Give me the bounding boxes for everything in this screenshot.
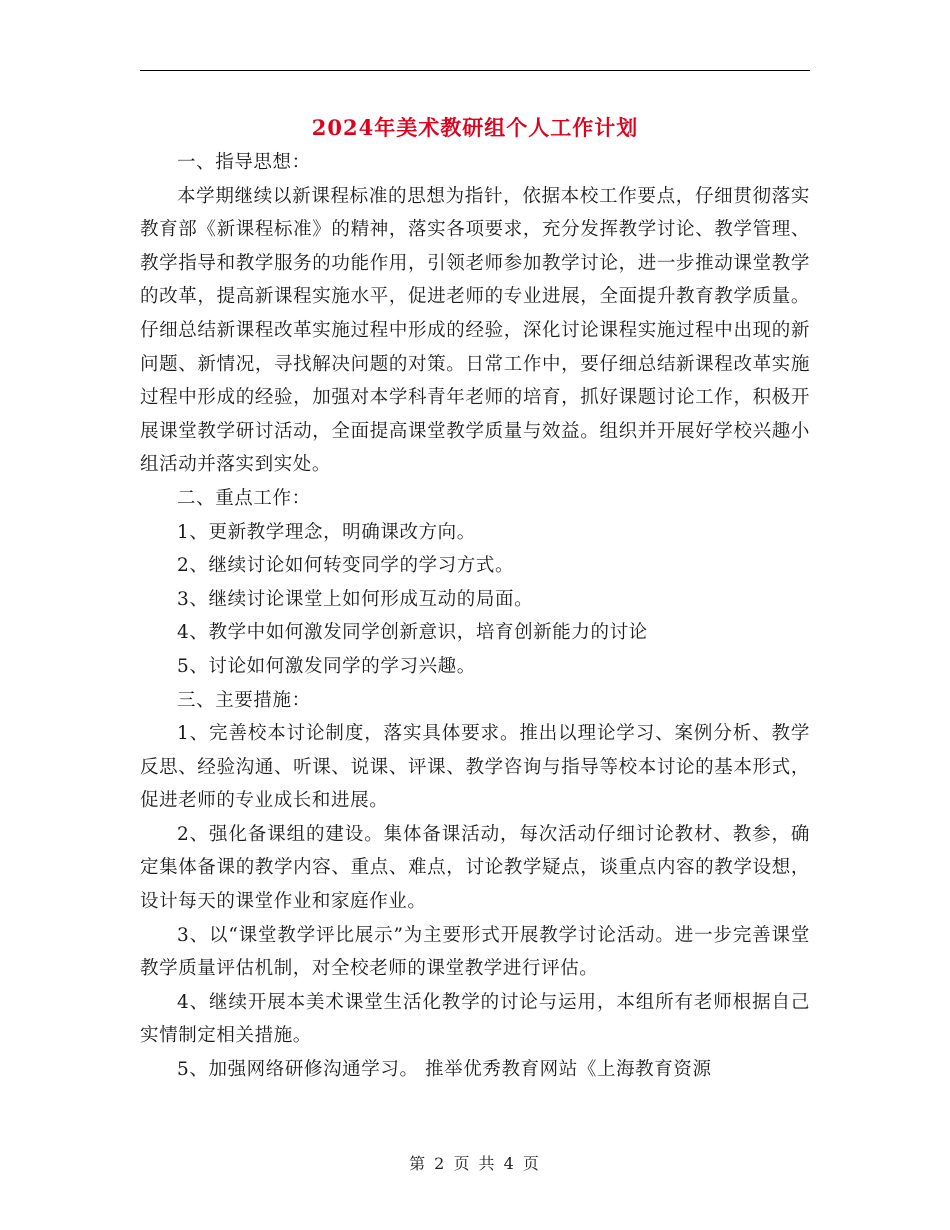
section-heading-main-measures: 三、主要措施： — [177, 689, 311, 711]
list-item-key-work-4: 4、教学中如何激发同学创新意识，培育创新能力的讨论 — [177, 622, 648, 644]
paragraph-guiding-thought: 本学期继续以新课程标准的思想为指针，依据本校工作要点，仔细贯彻落实教育部《新课程标准》的精神，落实各项要求，充分发挥教学讨论、教学管理、教学指导和教学服务的功能作用，引领老师参加教学讨论，进一步推动课堂教学的改革，提高新课程实施水平，促进老师的专业进展，全面提升教育教学质量。仔细总结新课程改革实施过程中形成的经验，深化讨论课程实施过程中出现的新问题、新情况，寻找解决问题的对策。日常工作中，要仔细总结新课程改革实施过程中形成的经验，加强对本学科青年老师的培育，抓好课题讨论工作，积极开展课堂教学研讨活动，全面提高课堂教学质量与效益。组织并开展好学校兴趣小组活动并落实到实处。 — [140, 185, 810, 476]
document-title: 2024年美术教研组个人工作计划 — [311, 115, 639, 140]
list-item-key-work-5: 5、讨论如何激发同学的学习兴趣。 — [177, 655, 476, 677]
list-item-measure-2: 2、强化备课组的建设。集体备课活动，每次活动仔细讨论教材、教参，确定集体备课的教学内容、重点、难点，讨论教学疑点，谈重点内容的教学设想，设计每天的课堂作业和家庭作业。 — [140, 823, 810, 913]
list-item-key-work-3: 3、继续讨论课堂上如何形成互动的局面。 — [177, 588, 534, 610]
section-heading-key-work: 二、重点工作： — [177, 487, 311, 509]
section-heading-guiding-thought: 一、指导思想： — [177, 152, 311, 173]
list-item-measure-1: 1、完善校本讨论制度，落实具体要求。推出以理论学习、案例分析、教学反思、经验沟通、听课、说课、评课、教学咨询与指导等校本讨论的基本形式，促进老师的专业成长和进展。 — [140, 723, 810, 812]
header-rule — [140, 70, 810, 71]
list-item-measure-4: 4、继续开展本美术课堂生活化教学的讨论与运用，本组所有老师根据自己实情制定相关措施。 — [140, 991, 810, 1047]
document-body — [140, 146, 810, 1087]
page-number-footer: 第 2 页 共 4 页 — [409, 1154, 541, 1173]
list-item-key-work-2: 2、继续讨论如何转变同学的学习方式。 — [177, 555, 515, 577]
list-item-measure-5: 5、加强网络研修沟通学习。 推举优秀教育网站《上海教育资源 — [177, 1059, 712, 1081]
list-item-key-work-1: 1、更新教学理念，明确课改方向。 — [177, 521, 476, 543]
list-item-measure-3: 3、以“课堂教学评比展示”为主要形式开展教学讨论活动。进一步完善课堂教学质量评估机制，对全校老师的课堂教学进行评估。 — [140, 924, 810, 980]
